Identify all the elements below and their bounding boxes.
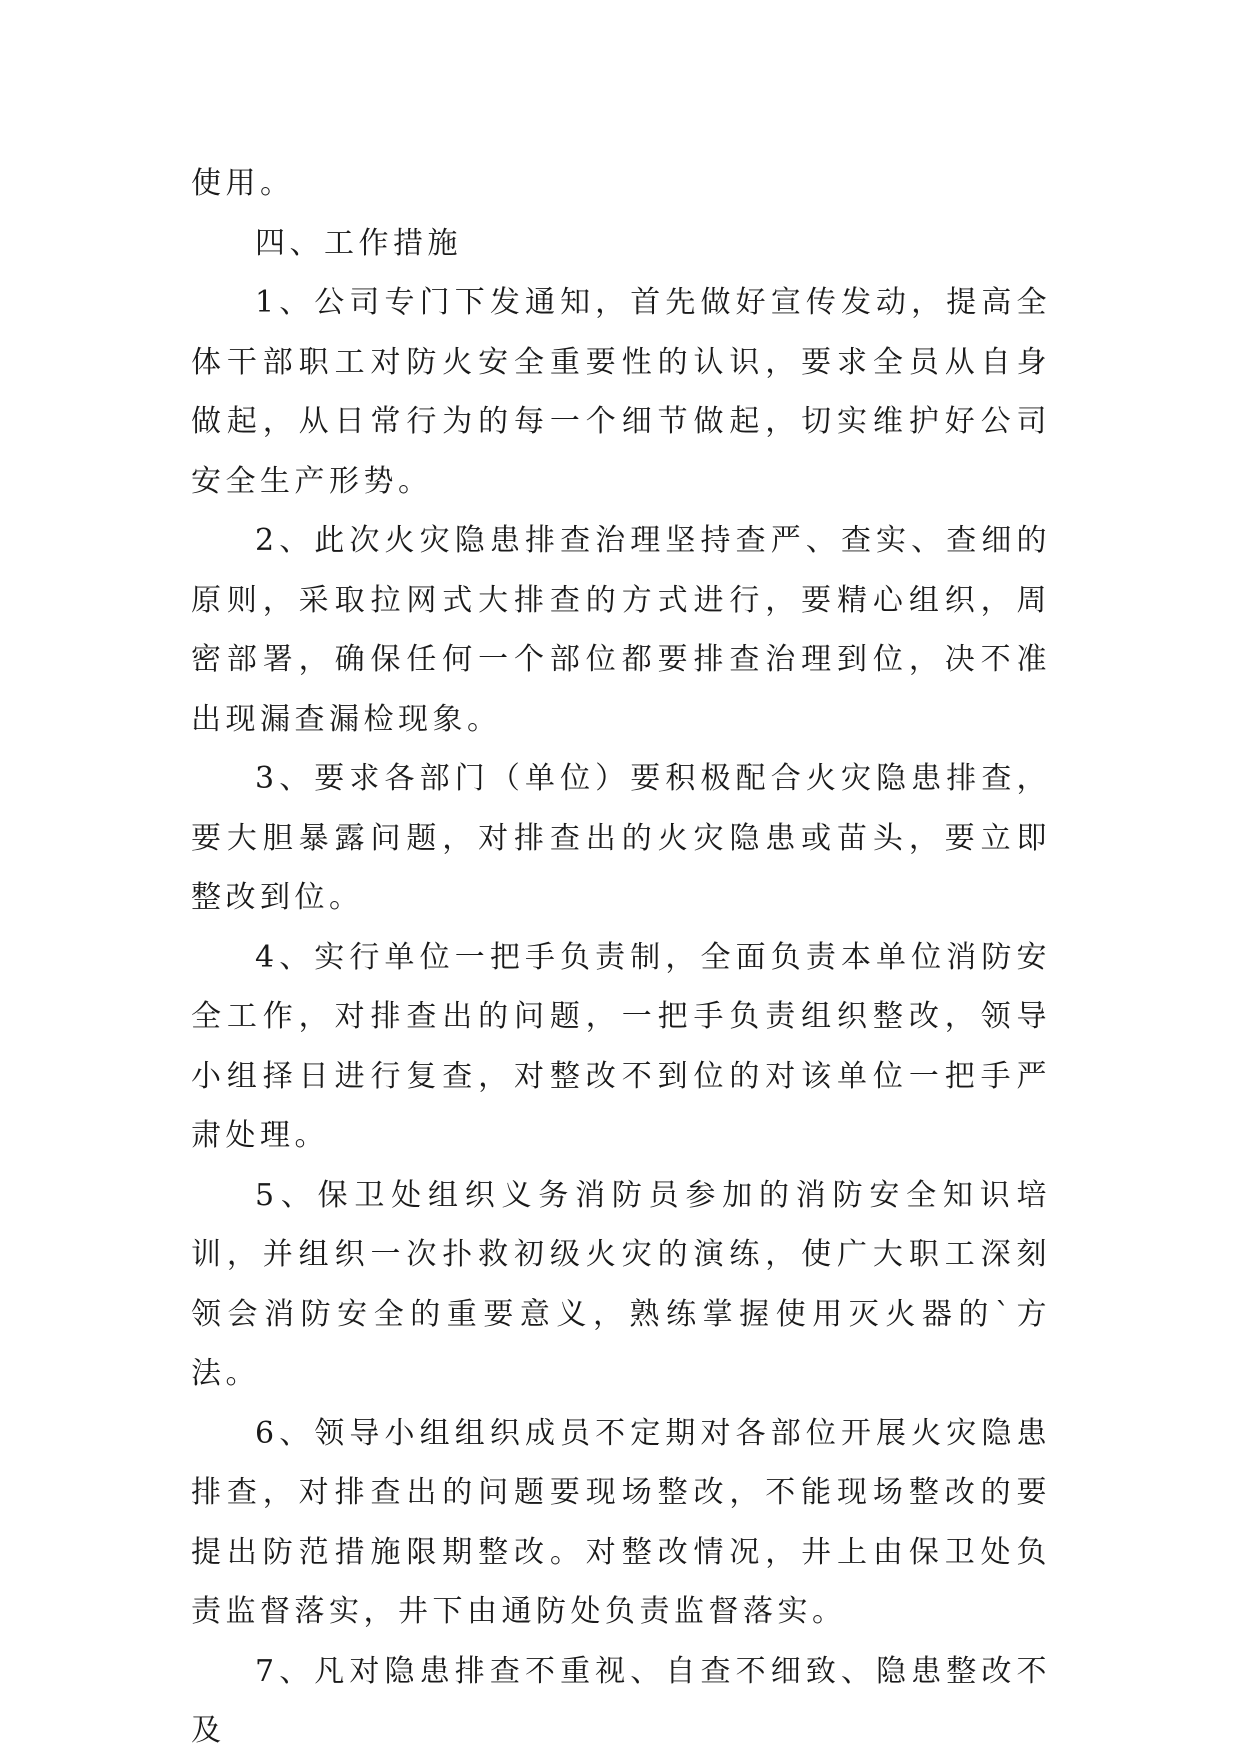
paragraph-measure-5: 5、保卫处组织义务消防员参加的消防安全知识培训，并组织一次扑救初级火灾的演练，使广大职工深刻领会消防安全的重要意义，熟练掌握使用灭火器的`方法。 xyxy=(191,1177,1051,1391)
document-body xyxy=(191,154,1051,1761)
paragraph-measure-3: 3、要求各部门（单位）要积极配合火灾隐患排查，要大胆暴露问题，对排查出的火灾隐患或苗头，要立即整改到位。 xyxy=(191,761,1051,915)
paragraph-continuation: 使用。 xyxy=(191,166,295,201)
paragraph-measure-7: 7、凡对隐患排查不重视、自查不细致、隐患整改不及 xyxy=(191,1653,1051,1748)
section-heading: 四、工作措施 xyxy=(255,225,462,261)
paragraph-measure-6: 6、领导小组组织成员不定期对各部位开展火灾隐患排查，对排查出的问题要现场整改，不能现场整改的要提出防范措施限期整改。对整改情况，井上由保卫处负责监督落实，井下由通防处负责监督落实。 xyxy=(191,1415,1051,1629)
paragraph-measure-4: 4、实行单位一把手负责制，全面负责本单位消防安全工作，对排查出的问题，一把手负责组织整改，领导小组择日进行复查，对整改不到位的对该单位一把手严肃处理。 xyxy=(191,939,1051,1153)
paragraph-measure-1: 1、公司专门下发通知，首先做好宣传发动，提高全体干部职工对防火安全重要性的认识，要求全员从自身做起，从日常行为的每一个细节做起，切实维护好公司安全生产形势。 xyxy=(191,285,1051,499)
paragraph-measure-2: 2、此次火灾隐患排查治理坚持查严、查实、查细的原则，采取拉网式大排查的方式进行，要精心组织，周密部署，确保任何一个部位都要排查治理到位，决不准出现漏查漏检现象。 xyxy=(191,523,1051,737)
